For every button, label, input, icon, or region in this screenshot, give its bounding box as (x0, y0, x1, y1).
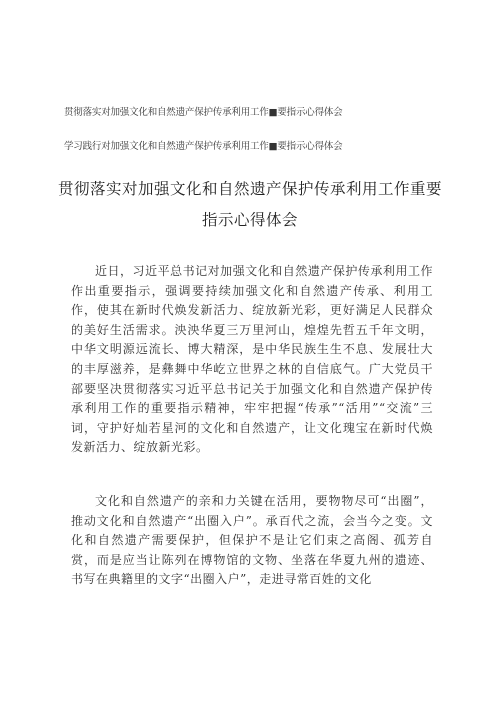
paragraph-text: 近日，习近平总书记对加强文化和自然遗产保护传承利用工作作出重要指示，强调要持续加强文化和自然遗产传承、利用工作，使其在新时代焕发新活力、绽放新光彩，更好满足人民群众的美好生活需求。泱泱华夏三万里河山，煌煌先哲五千年文明，中华文明源远流长、博大精深，是中华民族生生不息、发展壮大的丰厚滋养，是彝舞中华屹立世界之林的自信底气。广大党员干部要坚决贯彻落实习近平总书记关于加强文化和自然遗产保护传承利用工作的重要指示精神，牢牢把握“传承”“活用”“交流”三词，守护好灿若星河的文化和自然遗产，让文化瑰宝在新时代焕发新活力、绽放新光彩。 (71, 264, 433, 455)
document-title-line-1: 贯彻落实对加强文化和自然遗产保护传承利用工作重要 (57, 180, 442, 198)
document-title-line-2: 指示心得体会 (201, 211, 298, 229)
body-paragraph-2 (71, 492, 433, 590)
paragraph-text: 文化和自然遗产的亲和力关键在活用，要物物尽可“出圈”，推动文化和自然遗产“出圈入户”。承百代之流，会当今之变。文化和自然遗产需要保护，但保护不是让它们束之高阁、孤芳自赏，而是应当让陈列在博物馆的文物、坐落在华夏九州的遗迹、书写在典籍里的文字“出圈入户”，走进寻常百姓的文化 (71, 494, 433, 587)
header-line-2: 学习践行对加强文化和自然遗产保护传承利用工作■要指示心得体会 (64, 141, 343, 152)
body-paragraph-1 (71, 262, 433, 458)
header-line-1: 贯彻落实对加强文化和自然遗产保护传承利用工作■要指示心得体会 (64, 107, 343, 118)
